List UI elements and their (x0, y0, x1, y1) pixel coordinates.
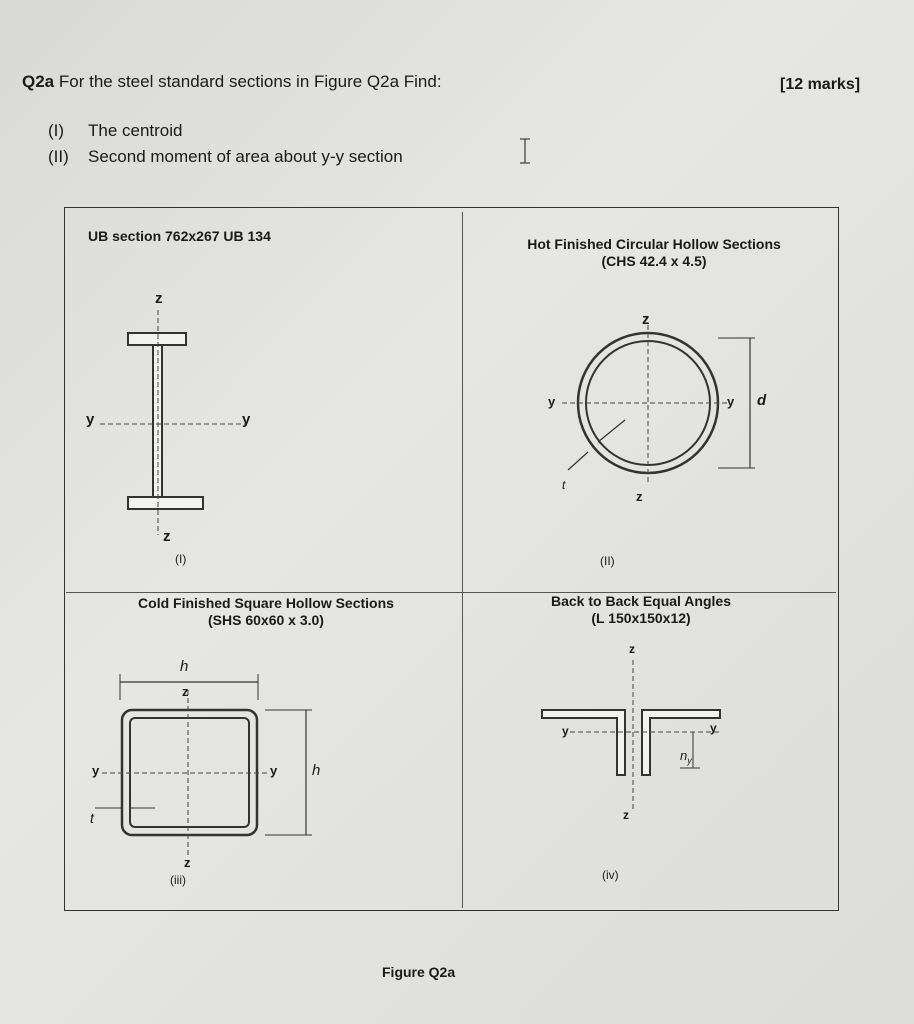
chs-z-label-top: z (642, 311, 650, 328)
shs-z-label-top: z (182, 684, 189, 699)
ub-z-label-bottom: z (163, 528, 171, 545)
panel-2-subtitle: (CHS 42.4 x 4.5) (601, 253, 707, 269)
panel-4-label: (iv) (602, 868, 619, 882)
panel-3-title-text: Cold Finished Square Hollow Sections (138, 595, 394, 611)
panel-2-title-text: Hot Finished Circular Hollow Sections (527, 236, 781, 252)
question-heading (22, 72, 442, 92)
angles-n-subscript: y (687, 755, 692, 766)
panel-1-title: UB section 762x267 UB 134 (88, 228, 271, 244)
panel-2-title (494, 236, 814, 270)
panel-4-title (526, 593, 756, 627)
question-label: Q2a (22, 72, 55, 91)
figure-caption: Figure Q2a (382, 964, 456, 980)
shs-h-label-right: h (312, 762, 321, 779)
panel-3-title (106, 595, 426, 629)
chs-y-label-left: y (548, 394, 556, 409)
shs-drawing (90, 660, 330, 880)
ub-z-label-top: z (155, 290, 163, 307)
chs-d-label: d (757, 392, 767, 409)
chs-t-label: t (562, 478, 566, 492)
part-number: (II) (48, 147, 69, 166)
question-parts (48, 118, 403, 170)
angles-n-label (680, 748, 692, 766)
chs-z-label-bottom: z (636, 489, 643, 504)
ub-y-label-left: y (86, 411, 95, 428)
shs-t-label: t (90, 810, 94, 826)
part-number: (I) (48, 121, 65, 140)
chs-y-label-right: y (727, 394, 735, 409)
panel-3-label: (iii) (170, 873, 186, 887)
angles-z-label-top: z (629, 642, 635, 656)
angle-left (542, 710, 625, 775)
panel-4-subtitle: (L 150x150x12) (591, 610, 691, 626)
panel-2-label: (II) (600, 554, 615, 568)
angles-z-label-bottom: z (623, 808, 629, 822)
question-text: For the steel standard sections in Figure Q2a Find: (58, 72, 442, 91)
panel-3-subtitle: (SHS 60x60 x 3.0) (208, 612, 324, 628)
panel-1-label: (I) (175, 552, 187, 566)
angles-y-label-left: y (562, 724, 569, 738)
angles-n-text: n (680, 748, 688, 763)
chs-thickness-arrow-1 (598, 420, 625, 442)
shs-z-label-bottom: z (184, 855, 191, 870)
angles-y-label-right: y (710, 721, 717, 735)
shs-h-label-top: h (180, 658, 189, 675)
ub-top-flange (128, 333, 186, 345)
marks-badge: [12 marks] (780, 76, 861, 93)
part-text: Second moment of area about y-y section (88, 147, 403, 166)
part-text: The centroid (88, 121, 183, 140)
ub-y-label-right: y (242, 411, 251, 428)
part-item (48, 118, 403, 144)
figure-divider-vertical (462, 212, 463, 908)
ub-bottom-flange (128, 497, 203, 509)
shs-y-label-left: y (92, 763, 100, 778)
chs-drawing (540, 320, 780, 510)
shs-y-label-right: y (270, 763, 278, 778)
panel-4-title-text: Back to Back Equal Angles (551, 593, 731, 609)
text-cursor-icon (518, 138, 532, 164)
part-item (48, 144, 403, 170)
chs-thickness-arrow-2 (568, 452, 588, 470)
